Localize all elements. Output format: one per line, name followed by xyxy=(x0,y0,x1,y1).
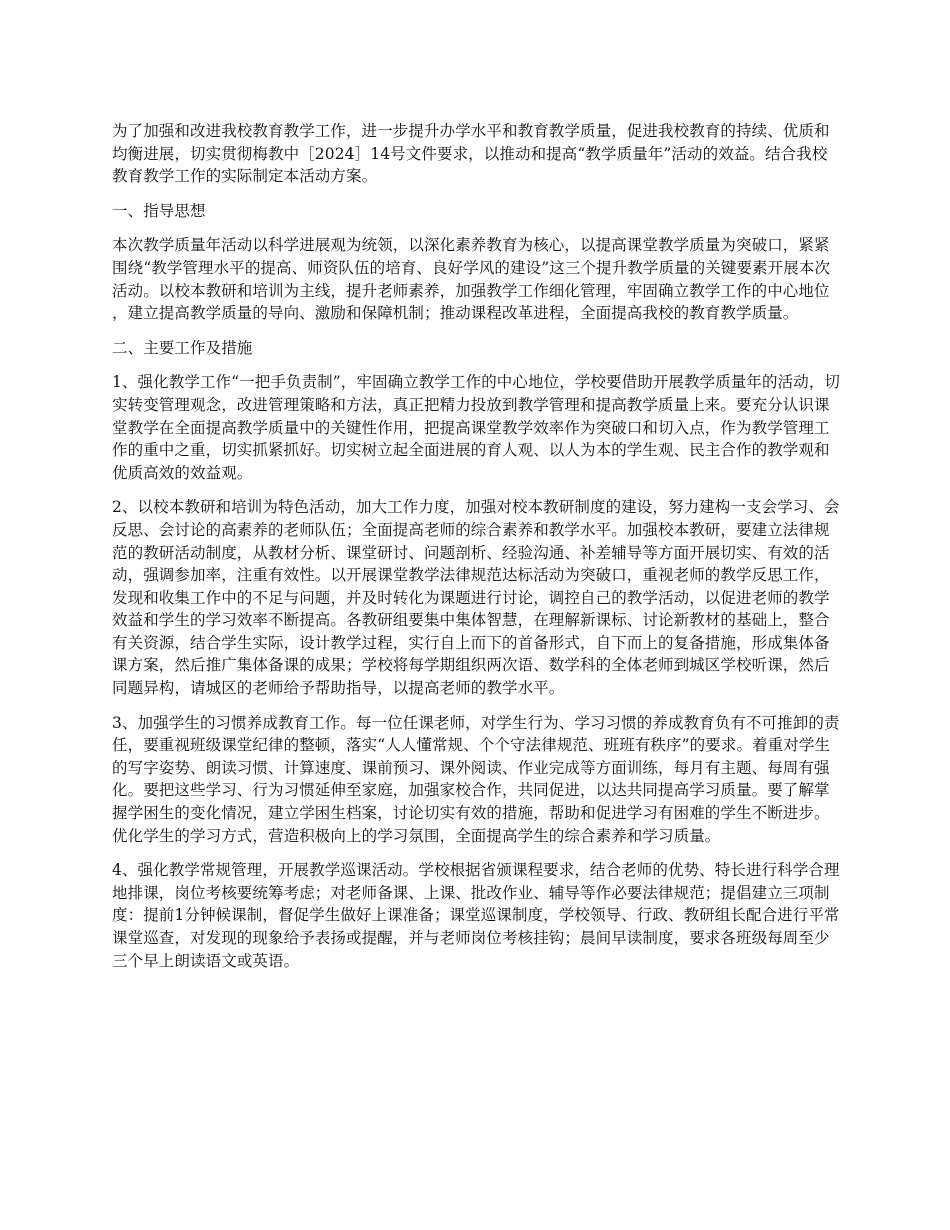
section-heading-guiding-ideology: 一、指导思想 xyxy=(112,201,206,220)
section-heading-main-measures: 二、主要工作及措施 xyxy=(112,338,253,357)
guiding-ideology-paragraph: 本次教学质量年活动以科学进展观为统领，以深化素养教育为核心，以提高课堂教学质量为突破口，紧紧围绕“教学管理水平的提高、师资队伍的培育、良好学风的建设”这三个提升教学质量的关键要素开展本次活动。以校本教研和培训为主线，提升老师素养，加强教学工作细化管理，牢固确立教学工作的中心地位，建立提高教学质量的导向、激励和保障机制；推动课程改革进程，全面提高我校的教育教学质量。 xyxy=(112,236,831,323)
document-page xyxy=(112,120,842,984)
measure-item-2: 2、以校本教研和培训为特色活动，加大工作力度，加强对校本教研制度的建设，努力建构一支会学习、会反思、会讨论的高素养的老师队伍；全面提高老师的综合素养和教学水平。加强校本教研，要建立法律规范的教研活动制度，从教材分析、课堂研讨、问题剖析、经验沟通、补差辅导等方面开展切实、有效的活动，强调参加率，注重有效性。以开展课堂教学法律规范达标活动为突破口，重视老师的教学反思工作，发现和收集工作中的不足与问题，并及时转化为课题进行讨论，调控自己的教学活动，以促进老师的教学效益和学生的学习效率不断提高。各教研组要集中集体智慧，在理解新课标、讨论新教材的基础上，整合有关资源，结合学生实际，设计教学过程，实行自上而下的首备形式，自下而上的复备措施，形成集体备课方案，然后推广集体备课的成果；学校将每学期组织两次语、数学科的全体老师到城区学校听课，然后同题异构，请城区的老师给予帮助指导，以提高老师的教学水平。 xyxy=(112,498,840,698)
measure-item-1: 1、强化教学工作“一把手负责制”，牢固确立教学工作的中心地位，学校要借助开展教学质量年的活动，切实转变管理观念，改进管理策略和方法，真正把精力投放到教学管理和提高教学质量上来。要充分认识课堂教学在全面提高教学质量中的关键性作用，把提高课堂教学效率作为突破口和切入点，作为教学管理工作的重中之重，切实抓紧抓好。切实树立起全面进展的育人观、以人为本的学生观、民主合作的教学观和优质高效的效益观。 xyxy=(112,373,841,482)
measure-item-3: 3、加强学生的习惯养成教育工作。每一位任课老师，对学生行为、学习习惯的养成教育负有不可推卸的责任，要重视班级课堂纪律的整顿，落实“人人懂常规、个个守法律规范、班班有秩序”的要求。着重对学生的写字姿势、朗读习惯、计算速度、课前预习、课外阅读、作业完成等方面训练，每月有主题、每周有强化。要把这些学习、行为习惯延伸至家庭，加强家校合作，共同促进，以达共同提高学习质量。要了解掌握学困生的变化情况，建立学困生档案，讨论切实有效的措施，帮助和促进学习有困难的学生不断进步。优化学生的学习方式，营造积极向上的学习氛围，全面提高学生的综合素养和学习质量。 xyxy=(112,713,840,845)
measure-item-4: 4、强化教学常规管理，开展教学巡课活动。学校根据省颁课程要求，结合老师的优势、特长进行科学合理地排课，岗位考核要统筹考虑；对老师备课、上课、批改作业、辅导等作必要法律规范；提倡建立三项制度：提前1分钟候课制，督促学生做好上课准备；课堂巡课制度，学校领导、行政、教研组长配合进行平常课堂巡查，对发现的现象给予表扬或提醒，并与老师岗位考核挂钩；晨间早读制度，要求各班级每周至少三个早上朗读语文或英语。 xyxy=(112,861,840,970)
intro-paragraph: 为了加强和改进我校教育教学工作，进一步提升办学水平和教育教学质量，促进我校教育的持续、优质和均衡进展，切实贯彻梅教中［2024］14号文件要求，以推动和提高“教学质量年”活动的效益。结合我校教育教学工作的实际制定本活动方案。 xyxy=(112,122,830,186)
